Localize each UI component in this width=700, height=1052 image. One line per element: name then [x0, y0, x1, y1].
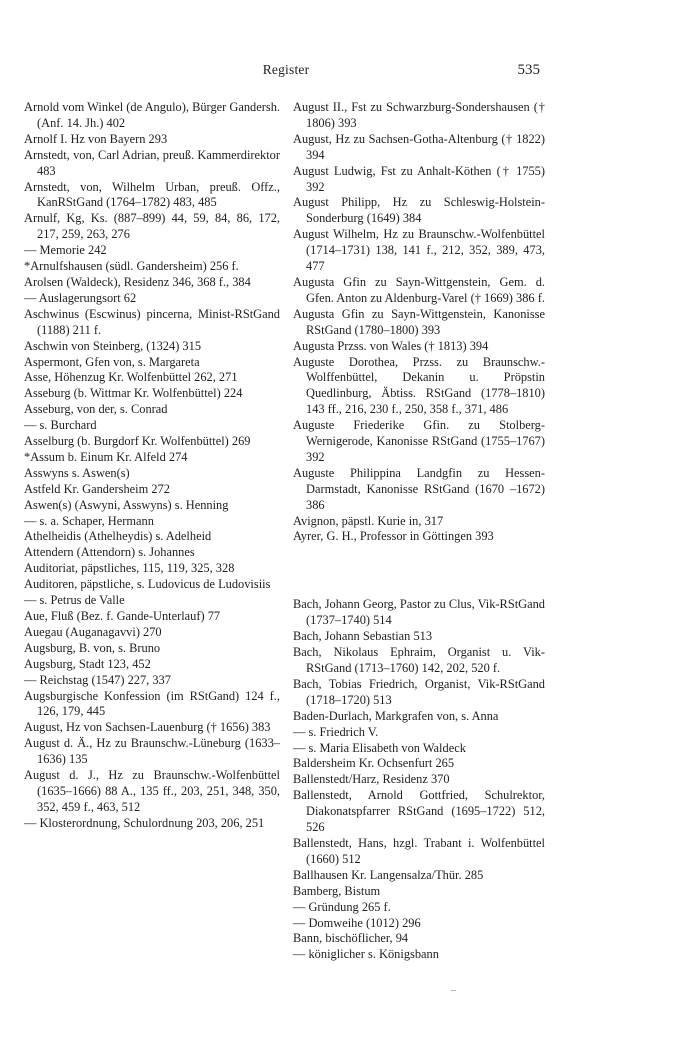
index-entry: Baden-Durlach, Markgrafen von, s. Anna [293, 708, 499, 723]
index-entry: — Memorie 242 [24, 243, 107, 258]
index-entry: — Gründung 265 f. [293, 899, 391, 914]
index-entry: Bach, Nikolaus Ephraim, Organist u. Vik-RStGand (1713–1760) 142, 202, 520 f. [293, 645, 545, 675]
index-entry: Auguste Dorothea, Przss. zu Braunschw.-Wolffenbüttel, Dekanin u. Pröpstin Quedlinburg, Äbtiss. RStGand (1778–1810) 143 ff., 216, 230 f., 250, 358 f., 371, 486 [293, 354, 545, 417]
index-entry: Athelheidis (Athelheydis) s. Adelheid [24, 529, 212, 544]
index-entry: Asseburg, von der, s. Conrad [24, 402, 168, 417]
right-column [293, 100, 545, 963]
index-entry: Arolsen (Waldeck), Residenz 346, 368 f., 384 [24, 274, 251, 289]
index-entry: Bann, bischöflicher, 94 [293, 931, 409, 946]
index-entry: August, Hz zu Sachsen-Gotha-Altenburg († 1822) 394 [293, 131, 545, 162]
index-entry: Aspermont, Gfen von, s. Margareta [24, 354, 200, 369]
index-entry: Bach, Johann Sebastian 513 [293, 629, 433, 644]
index-entry: Astfeld Kr. Gandersheim 272 [24, 481, 170, 496]
index-entry: — Klosterordnung, Schulordnung 203, 206, 251 [24, 815, 265, 830]
index-entry: August d. J., Hz zu Braunschw.-Wolfenbüttel (1635–1666) 88 A., 135 ff., 203, 251, 348, 350, 352, 459 f., 463, 512 [24, 768, 280, 814]
index-entry: August, Hz von Sachsen-Lauenburg († 1656) 383 [24, 720, 271, 735]
index-entry: Ballenstedt, Arnold Gottfried, Schulrektor, Diakonatspfarrer RStGand (1695–1722) 512, 526 [293, 788, 545, 835]
index-entry: Aschwinus (Escwinus) pincerna, Minist-RStGand (1188) 211 f. [24, 306, 280, 337]
index-entry: Bach, Tobias Friedrich, Organist, Vik-RStGand (1718–1720) 513 [293, 676, 545, 707]
index-entry: Bamberg, Bistum [293, 883, 381, 898]
print-mark [451, 990, 456, 991]
index-entry: Auditoren, päpstliche, s. Ludovicus de Ludovisiis [24, 577, 271, 592]
index-entry: Ballenstedt/Harz, Residenz 370 [293, 772, 450, 787]
index-entry: Avignon, päpstl. Kurie in, 317 [293, 513, 444, 528]
index-entry: Augsburgische Konfession (im RStGand) 124 f., 126, 179, 445 [24, 688, 280, 719]
index-entry: Aue, Fluß (Bez. f. Gande-Unterlauf) 77 [24, 609, 221, 623]
index-entry: August d. Ä., Hz zu Braunschw.-Lüneburg (1633–1636) 135 [24, 736, 280, 767]
index-entry: Arnstedt, von, Carl Adrian, preuß. Kammerdirektor 483 [24, 147, 280, 178]
index-entry: Ballhausen Kr. Langensalza/Thür. 285 [293, 867, 484, 882]
index-entry: — s. Friedrich V. [293, 724, 379, 739]
index-entry: — s. Burchard [24, 418, 97, 433]
index-entry: Baldersheim Kr. Ochsenfurt 265 [293, 756, 455, 771]
index-entry: Asse, Höhenzug Kr. Wolfenbüttel 262, 271 [24, 370, 238, 385]
index-entry: Ayrer, G. H., Professor in Göttingen 393 [293, 529, 494, 544]
index-entry: Asseburg (b. Wittmar Kr. Wolfenbüttel) 224 [24, 386, 243, 401]
running-title: Register [262, 62, 310, 77]
index-entry: — s. Petrus de Valle [24, 593, 125, 608]
index-entry: August II., Fst zu Schwarzburg-Sondershausen († 1806) 393 [293, 100, 545, 130]
index-entry: — Auslagerungsort 62 [24, 290, 137, 305]
index-entry: Augusta Przss. von Wales († 1813) 394 [293, 338, 489, 353]
index-entry: Augsburg, Stadt 123, 452 [24, 656, 151, 671]
index-entry: Attendern (Attendorn) s. Johannes [24, 545, 195, 560]
page-number: 535 [517, 62, 540, 78]
index-entry: *Arnulfshausen (südl. Gandersheim) 256 f. [24, 259, 239, 274]
index-entry: August Philipp, Hz zu Schleswig-Holstein-Sonderburg (1649) 384 [293, 195, 545, 226]
index-entry: Arnolf I. Hz von Bayern 293 [24, 131, 168, 146]
index-entry: *Assum b. Einum Kr. Alfeld 274 [24, 449, 188, 464]
index-entry: Auguste Friederike Gfin. zu Stolberg-Wernigerode, Kanonisse RStGand (1755–1767) 392 [293, 418, 545, 464]
index-entry: Auguste Philippina Landgfin zu Hessen-Darmstadt, Kanonisse RStGand (1670 –1672) 386 [293, 465, 545, 512]
index-entry: Augusta Gfin zu Sayn-Wittgenstein, Kanonisse RStGand (1780–1800) 393 [293, 306, 545, 337]
index-entry: — Reichstag (1547) 227, 337 [24, 672, 171, 687]
index-entry: Augsburg, B. von, s. Bruno [24, 640, 161, 655]
index-entry: Bach, Johann Georg, Pastor zu Clus, Vik-RStGand (1737–1740) 514 [293, 597, 545, 628]
index-entry: Arnstedt, von, Wilhelm Urban, preuß. Offz., KanRStGand (1764–1782) 483, 485 [24, 179, 280, 210]
index-entry: Augusta Gfin zu Sayn-Wittgenstein, Gem. d. Gfen. Anton zu Aldenburg-Varel († 1669) 386 f. [293, 274, 545, 305]
index-entry: Aschwin von Steinberg, (1324) 315 [24, 338, 202, 353]
index-entry: — Domweihe (1012) 296 [293, 915, 421, 930]
index-entry: Auditoriat, päpstliches, 115, 119, 325, 328 [24, 561, 235, 576]
index-entry: — s. a. Schaper, Hermann [24, 513, 154, 528]
index-entry: Ballenstedt, Hans, hzgl. Trabant i. Wolfenbüttel (1660) 512 [293, 835, 545, 866]
index-entry: — s. Maria Elisabeth von Waldeck [293, 740, 466, 755]
index-entry: — königlicher s. Königsbann [293, 947, 439, 962]
index-entry: August Wilhelm, Hz zu Braunschw.-Wolfenbüttel (1714–1731) 138, 141 f., 212, 352, 389, 473, 477 [293, 227, 545, 274]
index-entry: Aswen(s) (Aswyni, Asswyns) s. Henning [24, 497, 229, 512]
index-entry: Arnulf, Kg, Ks. (887–899) 44, 59, 84, 86, 172, 217, 259, 263, 276 [24, 211, 280, 242]
left-column [24, 100, 280, 832]
index-entry: Auegau (Auganagavvi) 270 [24, 624, 162, 639]
index-entry: Arnold vom Winkel (de Angulo), Bürger Gandersh. (Anf. 14. Jh.) 402 [24, 100, 280, 130]
running-head [0, 62, 700, 82]
index-entry: Asselburg (b. Burgdorf Kr. Wolfenbüttel) 269 [24, 434, 251, 449]
index-entry: August Ludwig, Fst zu Anhalt-Köthen († 1755) 392 [293, 163, 545, 194]
index-entry: Asswyns s. Aswen(s) [24, 465, 130, 480]
